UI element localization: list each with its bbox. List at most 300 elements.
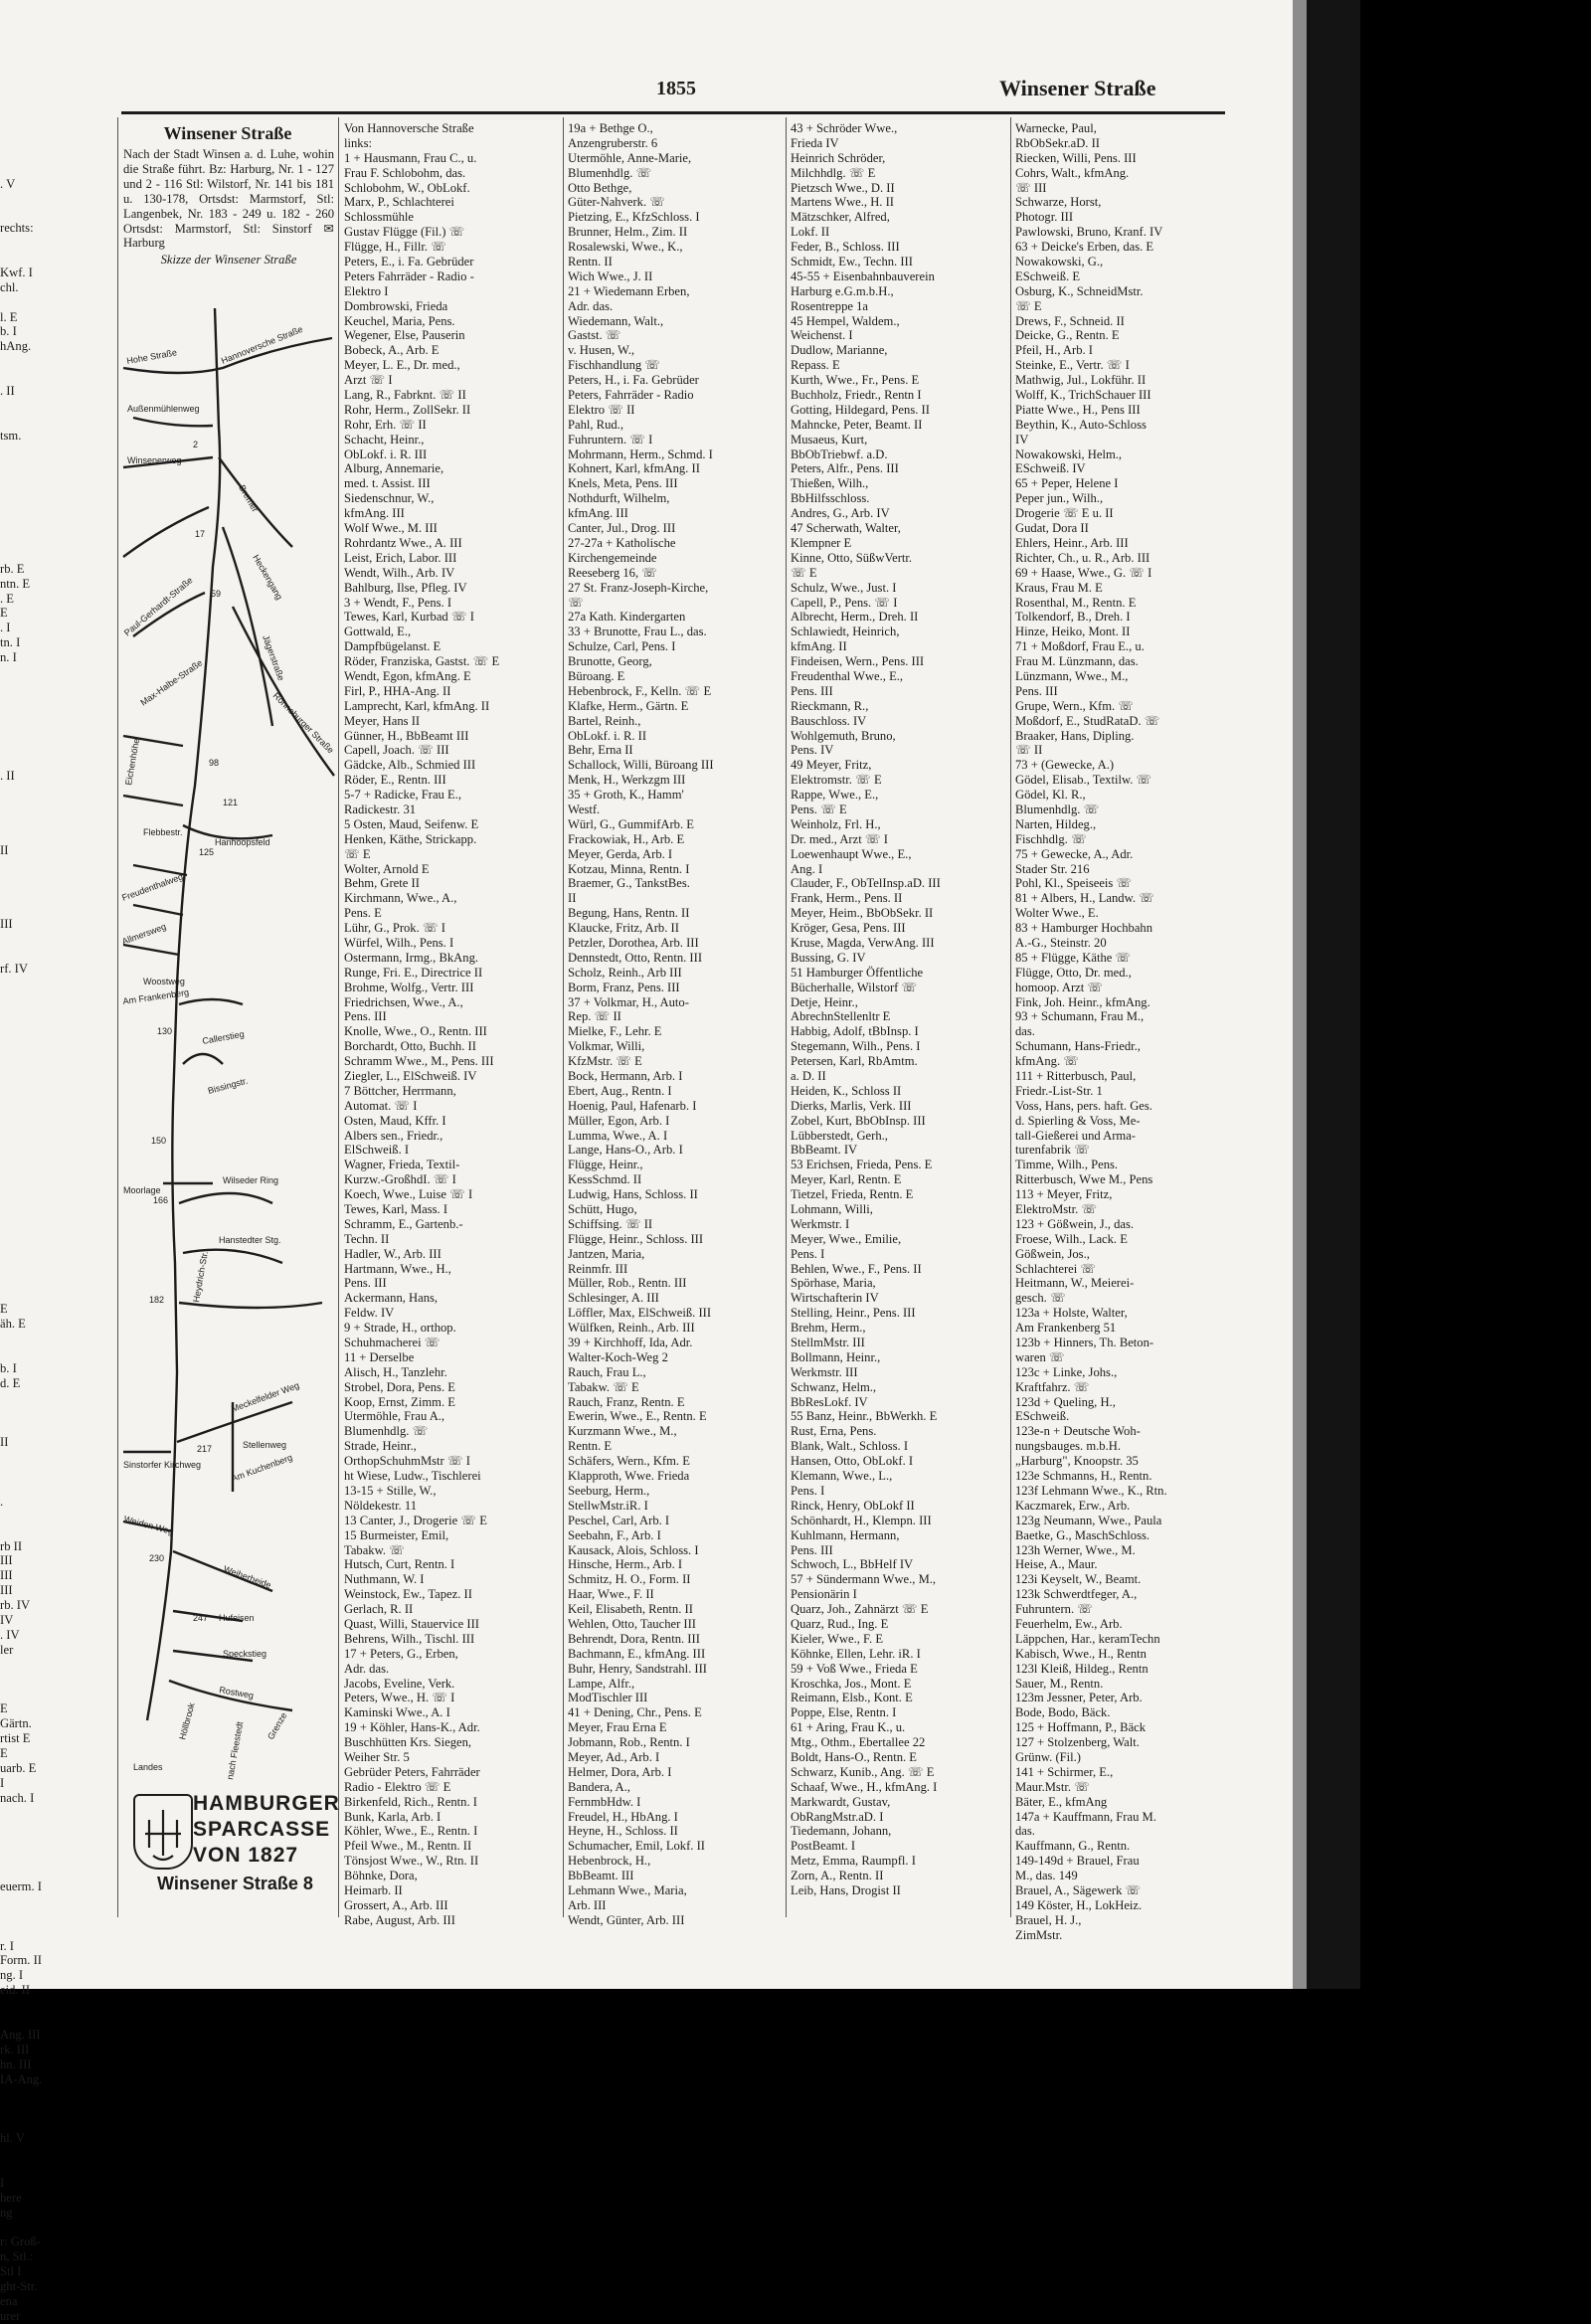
- directory-entry-line: Anzengruberstr. 6: [568, 135, 658, 150]
- directory-entry-line: Kraftfahrz. ☏: [1015, 1379, 1090, 1394]
- map-label-wilseder-ring: Wilseder Ring: [223, 1175, 279, 1185]
- directory-entry-line: BbObTriebwf. a.D.: [791, 447, 888, 461]
- left-margin-line: III: [0, 1583, 13, 1598]
- directory-entry-line: med. t. Assist. III: [344, 476, 431, 491]
- directory-entry-line: Braemer, G., TankstBes.: [568, 876, 690, 891]
- map-label-weidenweg: Weiden Weg: [122, 1514, 175, 1537]
- left-margin-line: [0, 1658, 60, 1673]
- left-margin-line: . E: [0, 591, 14, 606]
- left-margin-line: [0, 1050, 60, 1065]
- directory-entry-line: 5-7 + Radicke, Frau E.,: [344, 788, 461, 803]
- directory-entry-line: Kaczmarek, Erw., Arb.: [1015, 1498, 1131, 1513]
- directory-entry-line: Schlawiedt, Heinrich,: [791, 625, 900, 639]
- left-margin-line: [0, 1095, 60, 1110]
- directory-entry-line: Wolter Wwe., E.: [1015, 906, 1099, 921]
- left-margin-line: [0, 1213, 60, 1228]
- map-house-number: 2: [193, 440, 199, 449]
- directory-entry-line: Rabe, August, Arb. III: [344, 1912, 455, 1927]
- directory-entry-line: Flügge, Heinr., Schloss. III: [568, 1231, 704, 1246]
- directory-entry-line: FernmbHdw. I: [568, 1794, 641, 1809]
- directory-entry-line: Schlesinger, A. III: [568, 1291, 659, 1306]
- directory-entry-line: Grossert, A., Arb. III: [344, 1897, 448, 1912]
- left-margin-line: [0, 1524, 60, 1539]
- directory-entry-line: Klempner E: [791, 535, 852, 550]
- directory-entry-line: Kurzmann Wwe., M.,: [568, 1424, 677, 1439]
- directory-entry-line: Wendt, Wilh., Arb. IV: [344, 565, 455, 580]
- directory-entry-line: Fischhdlg. ☏: [1015, 831, 1087, 846]
- directory-entry-line: Pawlowski, Bruno, Kranf. IV: [1015, 225, 1163, 240]
- directory-entry-line: 85 + Flügge, Käthe ☏: [1015, 950, 1132, 965]
- left-margin-line: [0, 1080, 60, 1095]
- left-margin-line: [0, 147, 60, 162]
- left-margin-line: [0, 1894, 60, 1909]
- directory-entry-line: Mathwig, Jul., Lokführ. II: [1015, 373, 1147, 388]
- directory-entry-line: Mätzschker, Alfred,: [791, 210, 890, 225]
- map-label-paul-gerhardt: Paul-Gerhardt-Straße: [121, 575, 195, 638]
- directory-entry-line: Moßdorf, E., StudRataD. ☏: [1015, 713, 1160, 728]
- left-margin-line: . I: [0, 621, 11, 635]
- sparcasse-logo: [133, 1794, 193, 1870]
- directory-entry-line: Frau F. Schlobohm, das.: [344, 165, 466, 180]
- directory-entry-line: 51 Hamburger Öffentliche: [791, 965, 924, 980]
- left-margin-fragments: [0, 117, 60, 2324]
- directory-entry-line: Peters, Alfr., Pens. III: [791, 461, 899, 476]
- left-margin-line: [0, 1198, 60, 1213]
- directory-entry-line: Frau M. Lünzmann, das.: [1015, 654, 1139, 669]
- directory-entry-line: gesch. ☏: [1015, 1291, 1066, 1306]
- directory-entry-line: 47 Scherwath, Walter,: [791, 521, 901, 536]
- left-margin-line: E: [0, 606, 8, 621]
- left-margin-line: urer: [0, 2308, 21, 2323]
- left-margin-line: Ang. III: [0, 2027, 41, 2042]
- directory-entry-line: Hartmann, Wwe., H.,: [344, 1261, 451, 1276]
- directory-entry-line: Am Frankenberg 51: [1015, 1321, 1117, 1336]
- directory-entry-line: Knels, Meta, Pens. III: [568, 476, 678, 491]
- directory-entry-line: Rust, Erna, Pens.: [791, 1424, 877, 1439]
- directory-entry-line: Hebenbrock, H.,: [568, 1854, 651, 1869]
- directory-entry-line: Reinmfr. III: [568, 1261, 628, 1276]
- directory-entry-line: Capell, P., Pens. ☏ I: [791, 595, 898, 610]
- street-title: Winsener Straße: [163, 123, 292, 143]
- directory-entry-line: 49 Meyer, Fritz,: [791, 758, 872, 773]
- directory-entry-line: Dampfbügelanst. E: [344, 639, 442, 654]
- street-line: [123, 945, 179, 955]
- directory-entry-line: Tabakw. ☏: [344, 1542, 405, 1557]
- directory-entry-line: Volkmar, Willi,: [568, 1039, 645, 1054]
- directory-entry-line: Hebenbrock, F., Kelln. ☏ E: [568, 683, 712, 698]
- directory-entry-line: Utermöhle, Frau A.,: [344, 1409, 445, 1424]
- directory-entry-line: ☏ E: [1015, 298, 1042, 313]
- left-margin-line: [0, 813, 60, 828]
- directory-entry-line: Rauch, Frau L.,: [568, 1364, 646, 1379]
- directory-entry-line: Poppe, Else, Rentn. I: [791, 1705, 897, 1720]
- map-label-nach-fleestedt: nach Fleestedt: [225, 1720, 246, 1781]
- directory-entry-line: Behm, Grete II: [344, 876, 420, 891]
- directory-entry-line: Buschhütten Krs. Siegen,: [344, 1735, 472, 1750]
- directory-entry-line: Kauffmann, G., Rentn.: [1015, 1839, 1131, 1854]
- directory-entry-line: Lampe, Alfr.,: [568, 1676, 635, 1691]
- directory-column-4: [1015, 121, 1228, 1943]
- left-margin-line: [0, 2161, 60, 2176]
- directory-entry-line: 125 + Hoffmann, P., Bäck: [1015, 1720, 1147, 1735]
- directory-entry-line: Drogerie ☏ E u. II: [1015, 506, 1114, 521]
- directory-entry-line: 27-27a + Katholische: [568, 535, 676, 550]
- directory-entry-line: Spörhase, Maria,: [791, 1276, 876, 1291]
- directory-entry-line: 111 + Ritterbusch, Paul,: [1015, 1069, 1137, 1083]
- left-margin-line: III: [0, 1568, 13, 1583]
- left-margin-line: E: [0, 1701, 8, 1716]
- directory-entry-line: kfmAng. III: [344, 506, 405, 521]
- directory-entry-line: Schmidt, Ew., Techn. III: [791, 255, 913, 269]
- directory-entry-line: 55 Banz, Heinr., BbWerkh. E: [791, 1409, 938, 1424]
- directory-entry-line: ☏ II: [1015, 743, 1043, 758]
- directory-entry-line: Hinsche, Herm., Arb. I: [568, 1557, 683, 1572]
- map-label-hufeisen: Hufeisen: [219, 1613, 255, 1623]
- left-margin-line: ght-Str.: [0, 2279, 38, 2294]
- left-margin-line: [0, 1346, 60, 1361]
- directory-entry-line: Klaucke, Fritz, Arb. II: [568, 921, 679, 936]
- directory-entry-line: 61 + Aring, Frau K., u.: [791, 1720, 906, 1735]
- left-margin-line: [0, 369, 60, 384]
- directory-entry-line: Seeburg, Herm.,: [568, 1483, 650, 1498]
- directory-entry-line: Mahncke, Peter, Beamt. II: [791, 417, 923, 432]
- directory-entry-line: Borm, Franz, Pens. III: [568, 980, 680, 994]
- directory-entry-line: Koech, Wwe., Luise ☏ I: [344, 1187, 473, 1202]
- directory-entry-line: 123m Jessner, Peter, Arb.: [1015, 1691, 1143, 1705]
- left-margin-line: [0, 1510, 60, 1524]
- directory-entry-line: Frank, Herm., Pens. II: [791, 891, 903, 906]
- left-margin-line: [0, 251, 60, 266]
- directory-entry-line: Dudlow, Marianne,: [791, 343, 888, 358]
- directory-entry-line: 123e Schmanns, H., Rentn.: [1015, 1469, 1152, 1484]
- directory-entry-line: Stegemann, Wilh., Pens. I: [791, 1039, 921, 1054]
- directory-entry-line: Werkmstr. III: [791, 1364, 858, 1379]
- directory-entry-line: Techn. II: [344, 1231, 390, 1246]
- directory-entry-line: Schwoch, L., BbHelf IV: [791, 1557, 914, 1572]
- directory-entry-line: waren ☏: [1015, 1349, 1065, 1364]
- directory-entry-line: Grupe, Wern., Kfm. ☏: [1015, 698, 1135, 713]
- map-house-number: 150: [151, 1136, 167, 1146]
- directory-entry-line: Haar, Wwe., F. II: [568, 1587, 654, 1602]
- directory-entry-line: Nuthmann, W. I: [344, 1572, 425, 1587]
- directory-entry-line: Blumenhdlg. ☏: [1015, 802, 1100, 816]
- directory-entry-line: 123 + Gößwein, J., das.: [1015, 1216, 1135, 1231]
- left-margin-line: r. I: [0, 1938, 14, 1953]
- directory-entry-line: Quarz, Rud., Ing. E: [791, 1616, 889, 1631]
- directory-entry-line: 53 Erichsen, Frieda, Pens. E: [791, 1158, 933, 1172]
- directory-entry-line: Strobel, Dora, Pens. E: [344, 1379, 455, 1394]
- left-margin-line: [0, 1020, 60, 1035]
- directory-entry-line: Gastst. ☏: [568, 328, 621, 343]
- directory-entry-line: Ziegler, L., ElSchweiß. IV: [344, 1069, 477, 1083]
- sketch-caption: Skizze der Winsener Straße: [160, 253, 297, 268]
- directory-entry-line: Heinrich Schröder,: [791, 150, 886, 165]
- directory-entry-line: Ostermann, Irmg., BkAng.: [344, 950, 479, 965]
- directory-entry-line: ☏ E: [791, 565, 817, 580]
- directory-entry-line: BbResLokf. IV: [791, 1394, 868, 1409]
- directory-entry-line: Peters Fahrräder - Radio -: [344, 268, 474, 283]
- directory-entry-line: Begung, Hans, Rentn. II: [568, 906, 690, 921]
- directory-entry-line: Hoenig, Paul, Hafenarb. I: [568, 1098, 697, 1113]
- directory-entry-line: Fuhruntern. ☏: [1015, 1602, 1094, 1617]
- map-label-speckstieg: Speckstieg: [223, 1649, 267, 1659]
- directory-entry-line: Nowakowski, G.,: [1015, 255, 1104, 269]
- directory-entry-line: Canter, Jul., Drog. III: [568, 521, 676, 536]
- directory-entry-line: Pens. E: [344, 906, 382, 921]
- directory-entry-line: ☏: [568, 595, 584, 610]
- directory-entry-line: homoop. Arzt ☏: [1015, 980, 1104, 994]
- column-divider: [563, 117, 564, 1917]
- directory-entry-line: Rentn. II: [568, 255, 613, 269]
- directory-entry-line: Zorn, A., Rentn. II: [791, 1869, 884, 1883]
- directory-entry-line: Stelling, Heinr., Pens. III: [791, 1306, 916, 1321]
- directory-entry-line: Schütt, Hugo,: [568, 1202, 637, 1217]
- directory-entry-line: Kraus, Frau M. E: [1015, 580, 1103, 595]
- directory-entry-line: Behrens, Wilh., Tischl. III: [344, 1631, 475, 1646]
- directory-entry-line: Wich Wwe., J. II: [568, 268, 653, 283]
- street-sketch-map: [120, 308, 336, 1784]
- directory-entry-line: 19 + Köhler, Hans-K., Adr.: [344, 1720, 480, 1735]
- directory-entry-line: Firl, P., HHA-Ang. II: [344, 683, 451, 698]
- left-margin-line: [0, 1420, 60, 1435]
- left-margin-line: [0, 2146, 60, 2161]
- directory-entry-line: Lamprecht, Karl, kfmAng. II: [344, 698, 490, 713]
- directory-entry-line: Rappe, Wwe., E.,: [791, 788, 879, 803]
- directory-entry-line: Feldw. IV: [344, 1306, 395, 1321]
- directory-entry-line: Lohmann, Willi,: [791, 1202, 873, 1217]
- directory-entry-line: Runge, Fri. E., Directrice II: [344, 965, 483, 980]
- directory-entry-line: Hinze, Heiko, Mont. II: [1015, 625, 1131, 639]
- directory-entry-line: Pahl, Rud.,: [568, 417, 623, 432]
- directory-entry-line: Meyer, Wwe., Emilie,: [791, 1231, 902, 1246]
- header-rule: [121, 111, 1225, 114]
- left-margin-line: [0, 1465, 60, 1480]
- directory-entry-line: Schramm Wwe., M., Pens. III: [344, 1054, 494, 1069]
- left-margin-line: n. I: [0, 650, 17, 665]
- directory-entry-line: Kinne, Otto, SüßwVertr.: [791, 550, 913, 565]
- left-margin-line: III: [0, 917, 13, 932]
- map-house-number: 130: [157, 1026, 173, 1036]
- directory-entry-line: Bartel, Reinh.,: [568, 713, 641, 728]
- directory-entry-line: Mohrmann, Herm., Schmd. I: [568, 447, 713, 461]
- left-margin-line: .: [0, 1494, 4, 1509]
- column-divider: [338, 117, 339, 1917]
- directory-entry-line: Adr. das.: [568, 298, 614, 313]
- column-divider: [786, 117, 787, 1917]
- left-margin-line: [0, 487, 60, 502]
- directory-entry-line: Freudel, H., HbAng. I: [568, 1809, 678, 1824]
- directory-entry-line: Westf.: [568, 802, 601, 816]
- directory-entry-line: Wiedemann, Walt.,: [568, 313, 664, 328]
- directory-entry-line: Blumenhdlg. ☏: [344, 1424, 429, 1439]
- directory-entry-line: 13-15 + Stille, W.,: [344, 1483, 437, 1498]
- directory-entry-line: 43 + Schröder Wwe.,: [791, 121, 898, 135]
- left-margin-line: [0, 444, 60, 458]
- directory-entry-line: Jantzen, Maria,: [568, 1246, 645, 1261]
- directory-entry-line: Pensionärin I: [791, 1587, 857, 1602]
- directory-entry-line: Bäter, E., kfmAng: [1015, 1794, 1108, 1809]
- directory-entry-line: Andres, G., Arb. IV: [791, 506, 890, 521]
- left-margin-line: rb. E: [0, 561, 25, 576]
- directory-entry-line: Kruse, Magda, VerwAng. III: [791, 935, 935, 950]
- directory-entry-line: Pens. III: [791, 1542, 833, 1557]
- directory-entry-line: Lünzmann, Wwe., M.,: [1015, 668, 1129, 683]
- directory-entry-line: Lange, Hans-O., Arb. I: [568, 1143, 683, 1158]
- directory-entry-line: Henken, Käthe, Strickapp.: [344, 831, 477, 846]
- directory-entry-line: Schulze, Carl, Pens. I: [568, 639, 676, 654]
- directory-entry-line: 123b + Hinners, Th. Beton-: [1015, 1336, 1154, 1350]
- directory-entry-line: ESchweiß.: [1015, 1409, 1070, 1424]
- left-margin-line: [0, 1806, 60, 1821]
- directory-entry-line: Zobel, Kurt, BbObInsp. III: [791, 1113, 926, 1128]
- map-label-bissingstr: Bissingstr.: [206, 1075, 250, 1096]
- map-label-freudenthalweg: Freudenthalweg: [120, 871, 185, 903]
- directory-entry-line: Rieckmann, R.,: [791, 698, 869, 713]
- map-label-moorlage: Moorlage: [123, 1185, 161, 1195]
- left-margin-line: [0, 1125, 60, 1140]
- directory-entry-line: Ang. I: [791, 861, 823, 876]
- directory-entry-line: Pietzing, E., KfzSchloss. I: [568, 210, 700, 225]
- directory-entry-line: Tietzel, Frieda, Rentn. E: [791, 1187, 914, 1202]
- directory-entry-line: Schäfers, Wern., Kfm. E: [568, 1454, 690, 1469]
- directory-entry-line: 59 + Voß Wwe., Frieda E: [791, 1661, 918, 1676]
- directory-entry-line: Pens. IV: [791, 743, 834, 758]
- directory-entry-line: 127 + Stolzenberg, Walt.: [1015, 1735, 1140, 1750]
- left-margin-line: [0, 547, 60, 562]
- directory-entry-line: Martens Wwe., H. II: [791, 195, 894, 210]
- directory-entry-line: Heise, A., Maur.: [1015, 1557, 1098, 1572]
- directory-entry-line: Dr. med., Arzt ☏ I: [791, 831, 888, 846]
- directory-entry-line: Birkenfeld, Rich., Rentn. I: [344, 1794, 477, 1809]
- left-margin-line: [0, 739, 60, 754]
- directory-entry-line: Habbig, Adolf, tBbInsp. I: [791, 1024, 919, 1039]
- directory-entry-line: Gößwein, Jos.,: [1015, 1246, 1090, 1261]
- left-margin-line: [0, 872, 60, 887]
- left-margin-line: [0, 295, 60, 310]
- ad-line-2: SPARCASSE: [193, 1818, 331, 1841]
- directory-entry-line: Schlobohm, W., ObLokf.: [344, 180, 470, 195]
- left-margin-line: b. I: [0, 1360, 17, 1375]
- map-label-max-halbe: Max-Halbe-Straße: [138, 657, 205, 708]
- directory-entry-line: Müller, Egon, Arb. I: [568, 1113, 670, 1128]
- directory-entry-line: Gädcke, Alb., Schmied III: [344, 758, 476, 773]
- directory-entry-line: Kotzau, Minna, Rentn. I: [568, 861, 690, 876]
- map-label-winsenerweg: Winsenerweg: [127, 455, 182, 465]
- directory-entry-line: Von Hannoversche Straße: [344, 121, 474, 135]
- directory-entry-line: Seebahn, F., Arb. I: [568, 1527, 661, 1542]
- left-margin-line: r: Groß-: [0, 2235, 41, 2249]
- directory-entry-line: Wegener, Else, Pauserin: [344, 328, 465, 343]
- left-margin-line: äh. E: [0, 1317, 26, 1332]
- directory-entry-line: Deicke, G., Rentn. E: [1015, 328, 1120, 343]
- directory-entry-line: 35 + Groth, K., Hamm': [568, 788, 684, 803]
- directory-entry-line: Strade, Heinr.,: [344, 1439, 417, 1454]
- directory-entry-line: 69 + Haase, Wwe., G. ☏ I: [1015, 565, 1152, 580]
- directory-entry-line: Kohnert, Karl, kfmAng. II: [568, 461, 700, 476]
- column-divider: [1010, 117, 1011, 1917]
- map-label-grenze: Grenze: [265, 1710, 289, 1741]
- directory-entry-line: 75 + Gewecke, A., Adr.: [1015, 846, 1134, 861]
- directory-entry-line: Meyer, Hans II: [344, 713, 421, 728]
- left-margin-line: d. E: [0, 1375, 21, 1390]
- directory-entry-line: tall-Gießerei und Arma-: [1015, 1128, 1136, 1143]
- left-margin-line: [0, 887, 60, 902]
- directory-entry-line: Heimarb. II: [344, 1882, 403, 1897]
- directory-entry-line: Lübberstedt, Gerh.,: [791, 1128, 888, 1143]
- directory-entry-line: Peters, Fahrräder - Radio: [568, 388, 694, 403]
- directory-entry-line: 123e-n + Deutsche Woh-: [1015, 1424, 1141, 1439]
- left-margin-line: [0, 162, 60, 177]
- directory-entry-line: Wendt, Egon, kfmAng. E: [344, 668, 471, 683]
- left-margin-line: [0, 1687, 60, 1701]
- map-house-number: 247: [193, 1613, 209, 1623]
- directory-entry-line: 45 Hempel, Waldem.,: [791, 313, 900, 328]
- left-margin-line: ng. I: [0, 1968, 24, 1983]
- directory-entry-line: 45-55 + Eisenbahnbauverein: [791, 268, 935, 283]
- map-label-weiherheide: Weiherheide: [222, 1563, 273, 1591]
- directory-column-3: [791, 121, 1005, 1898]
- directory-entry-line: Brauel, H. J.,: [1015, 1912, 1082, 1927]
- directory-entry-line: 123h Werner, Wwe., M.: [1015, 1542, 1136, 1557]
- left-margin-line: [0, 2013, 60, 2028]
- map-label-sinstorfer: Sinstorfer Kirchweg: [123, 1460, 202, 1470]
- left-margin-line: [0, 1154, 60, 1168]
- directory-entry-line: 39 + Kirchhoff, Ida, Adr.: [568, 1336, 693, 1350]
- left-margin-line: [0, 1850, 60, 1865]
- ad-line-3: VON 1827: [193, 1844, 299, 1867]
- directory-entry-line: PostBeamt. I: [791, 1839, 856, 1854]
- left-margin-line: rb II: [0, 1538, 23, 1553]
- directory-entry-line: Albrecht, Herm., Dreh. II: [791, 610, 919, 625]
- directory-entry-line: Koop, Ernst, Zimm. E: [344, 1394, 455, 1409]
- directory-entry-line: Bock, Hermann, Arb. I: [568, 1069, 683, 1083]
- left-margin-line: [0, 1820, 60, 1835]
- street-line: [179, 1193, 272, 1203]
- directory-entry-line: Quarz, Joh., Zahnärzt ☏ E: [791, 1602, 929, 1617]
- directory-entry-line: Arzt ☏ I: [344, 373, 393, 388]
- directory-entry-line: Hadler, W., Arb. III: [344, 1246, 442, 1261]
- left-margin-line: [0, 132, 60, 147]
- directory-entry-line: Rinck, Henry, ObLokf II: [791, 1498, 915, 1513]
- left-margin-line: [0, 754, 60, 769]
- directory-entry-line: 33 + Brunotte, Frau L., das.: [568, 625, 707, 639]
- directory-entry-line: ObLokf. i. R. III: [344, 447, 428, 461]
- directory-entry-line: Köhler, Wwe., E., Rentn. I: [344, 1824, 478, 1839]
- left-margin-line: II: [0, 1435, 9, 1450]
- directory-entry-line: Gotting, Hildegard, Pens. II: [791, 402, 930, 417]
- map-label-meckelfelder: Meckelfelder Weg: [230, 1379, 301, 1414]
- directory-entry-line: 5 Osten, Maud, Seifenw. E: [344, 816, 479, 831]
- directory-entry-line: BbHilfsschloss.: [791, 491, 870, 506]
- map-label-allmers: Allmersweg: [120, 921, 168, 947]
- directory-entry-line: Repass. E: [791, 358, 840, 373]
- directory-entry-line: Tewes, Karl, Kurbad ☏ I: [344, 610, 474, 625]
- directory-entry-line: Lang, R., Fabrknt. ☏ II: [344, 388, 466, 403]
- directory-entry-line: Röder, E., Rentn. III: [344, 773, 446, 788]
- directory-entry-line: Musaeus, Kurt,: [791, 432, 868, 447]
- directory-entry-line: Schwarze, Horst,: [1015, 195, 1102, 210]
- directory-entry-line: StellwMstr.iR. I: [568, 1498, 648, 1513]
- directory-entry-line: Beythin, K., Auto-Schloss: [1015, 417, 1147, 432]
- directory-entry-line: 113 + Meyer, Fritz,: [1015, 1187, 1113, 1202]
- directory-entry-line: Schlossmühle: [344, 210, 414, 225]
- directory-entry-line: links:: [344, 135, 372, 150]
- directory-entry-line: Narten, Hildeg.,: [1015, 816, 1097, 831]
- directory-entry-line: Blumenhdlg. ☏: [568, 165, 652, 180]
- left-margin-line: [0, 902, 60, 917]
- directory-entry-line: Jacobs, Eveline, Verk.: [344, 1676, 455, 1691]
- directory-entry-line: Meyer, Heim., BbObSekr. II: [791, 906, 934, 921]
